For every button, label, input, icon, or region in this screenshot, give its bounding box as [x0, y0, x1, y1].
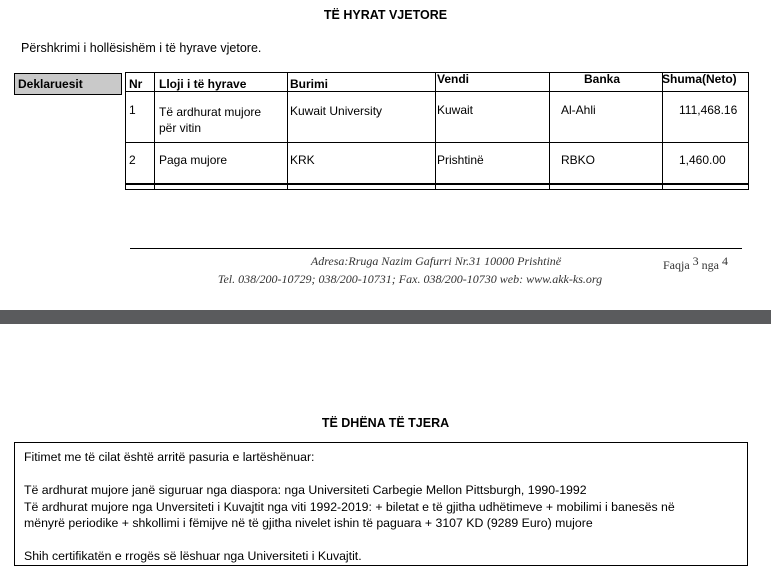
row-1-type-line2: për vitin	[159, 121, 202, 135]
footer-contact: Tel. 038/200-10729; 038/200-10731; Fax. 038/200-10730 web: www.akk-ks.org	[217, 272, 603, 286]
other-data-line: Të ardhurat mujore janë siguruar nga diaspora: nga Universiteti Carbegie Mellon Pittsburgh, 1990-1992	[24, 483, 587, 497]
row-2-amount: 1,460.00	[679, 153, 726, 167]
section-title-other-data: TË DHËNA TË TJERA	[321, 416, 450, 430]
footer-rule	[130, 248, 742, 249]
row-1-type-line1: Të ardhurat mujore	[159, 105, 262, 119]
column-header-amount: Shuma(Neto)	[662, 72, 737, 86]
other-data-box	[14, 442, 748, 566]
row-divider	[126, 183, 748, 185]
income-table	[125, 72, 749, 190]
page-separator	[0, 310, 771, 324]
column-header-country: Vendi	[437, 72, 470, 86]
page-current: 3	[692, 254, 699, 268]
row-2-source: KRK	[290, 153, 315, 167]
other-data-line: Fitimet me të cilat është arritë pasuria e lartëshënuar:	[24, 450, 315, 464]
column-header-nr: Nr	[129, 77, 143, 91]
column-header-source: Burimi	[290, 77, 329, 91]
row-2-bank: RBKO	[561, 153, 596, 167]
row-1-country: Kuwait	[437, 103, 474, 117]
column-header-type: Lloji i të hyrave	[159, 77, 247, 91]
column-header-bank: Banka	[584, 72, 621, 86]
row-2-nr: 2	[129, 153, 136, 167]
row-divider	[126, 142, 748, 143]
section-description: Përshkrimi i hollësishëm i të hyrave vjetore.	[21, 41, 262, 55]
row-1-amount: 111,468.16	[679, 103, 738, 117]
page-of-label: nga	[701, 258, 719, 272]
other-data-line: Të ardhurat mujore nga Unversiteti i Kuvajtit nga viti 1992-2019: + biletat e të gjitha udhëtimeve + mobilimi i banesës në	[24, 499, 675, 514]
row-1-source: Kuwait University	[290, 104, 383, 118]
declarant-label: Deklaruesit	[14, 73, 122, 95]
row-2-country: Prishtinë	[437, 153, 484, 167]
other-data-line: Shih certifikatën e rrogës së lëshuar nga Universiteti i Kuvajtit.	[24, 549, 362, 563]
row-1-bank: Al-Ahli	[561, 103, 596, 117]
section-title-annual-income: TË HYRAT VJETORE	[323, 8, 448, 22]
row-2-type: Paga mujore	[159, 153, 228, 167]
footer-address: Adresa:Rruga Nazim Gafurri Nr.31 10000 Prishtinë	[310, 254, 562, 268]
page-total: 4	[722, 254, 728, 268]
other-data-line: mënyrë periodike + shkollimi i fëmijve në të gjitha nivelet ishin të paguara + 3107 KD (9289 Euro) mujore	[24, 516, 593, 530]
row-1-nr: 1	[129, 103, 136, 117]
page-number	[663, 254, 731, 273]
page-label: Faqja	[663, 258, 690, 272]
